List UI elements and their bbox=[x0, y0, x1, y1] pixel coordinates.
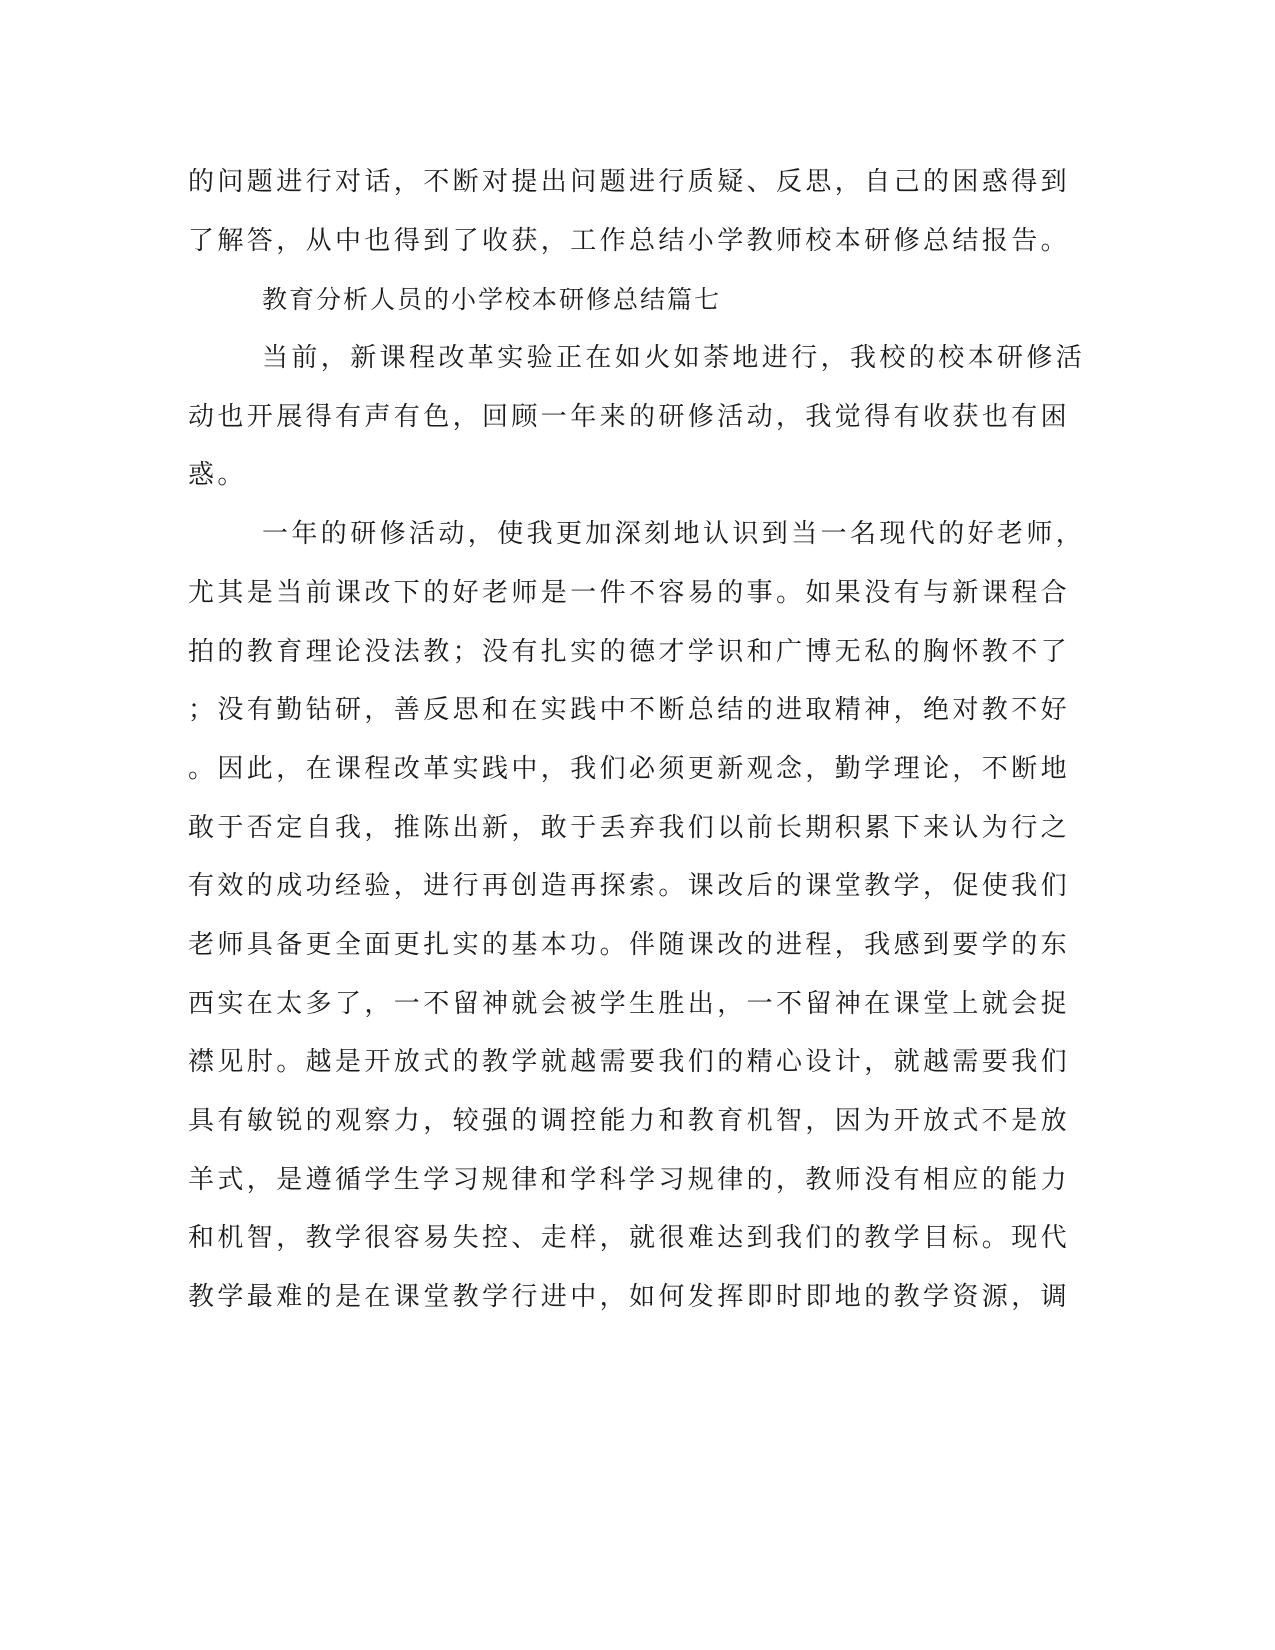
text-line: 。因此，在课程改革实践中，我们必须更新观念，勤学理论，不断地 bbox=[188, 754, 1071, 784]
text-line: 的问题进行对话，不断对提出问题进行质疑、反思，自己的困惑得到 bbox=[188, 167, 1071, 197]
text-line: 具有敏锐的观察力，较强的调控能力和教育机智，因为开放式不是放 bbox=[188, 1106, 1071, 1136]
text-line: 羊式，是遵循学生学习规律和学科学习规律的，教师没有相应的能力 bbox=[188, 1165, 1071, 1195]
text-line: 惑。 bbox=[188, 460, 247, 490]
text-line: ；没有勤钻研，善反思和在实践中不断总结的进取精神，绝对教不好 bbox=[188, 695, 1071, 725]
text-line: 尤其是当前课改下的好老师是一件不容易的事。如果没有与新课程合 bbox=[188, 578, 1071, 608]
text-line: 了解答，从中也得到了收获，工作总结小学教师校本研修总结报告。 bbox=[188, 226, 1071, 256]
text-line: 襟见肘。越是开放式的教学就越需要我们的精心设计，就越需要我们 bbox=[188, 1047, 1071, 1077]
text-line: 一年的研修活动，使我更加深刻地认识到当一名现代的好老师， bbox=[262, 519, 1086, 549]
text-line: 敢于否定自我，推陈出新，敢于丢弃我们以前长期积累下来认为行之 bbox=[188, 813, 1071, 843]
text-line: 老师具备更全面更扎实的基本功。伴随课改的进程，我感到要学的东 bbox=[188, 930, 1071, 960]
text-line: 当前，新课程改革实验正在如火如荼地进行，我校的校本研修活 bbox=[262, 343, 1086, 373]
text-line: 动也开展得有声有色，回顾一年来的研修活动，我觉得有收获也有困 bbox=[188, 402, 1071, 432]
text-line: 拍的教育理论没法教；没有扎实的德才学识和广博无私的胸怀教不了 bbox=[188, 637, 1071, 667]
text-line: 教学最难的是在课堂教学行进中，如何发挥即时即地的教学资源，调 bbox=[188, 1282, 1071, 1312]
text-line: 西实在太多了，一不留神就会被学生胜出，一不留神在课堂上就会捉 bbox=[188, 989, 1071, 1019]
text-line: 有效的成功经验，进行再创造再探索。课改后的课堂教学，促使我们 bbox=[188, 871, 1071, 901]
section-heading: 教育分析人员的小学校本研修总结篇七 bbox=[262, 285, 722, 314]
text-line: 和机智，教学很容易失控、走样，就很难达到我们的教学目标。现代 bbox=[188, 1223, 1071, 1253]
